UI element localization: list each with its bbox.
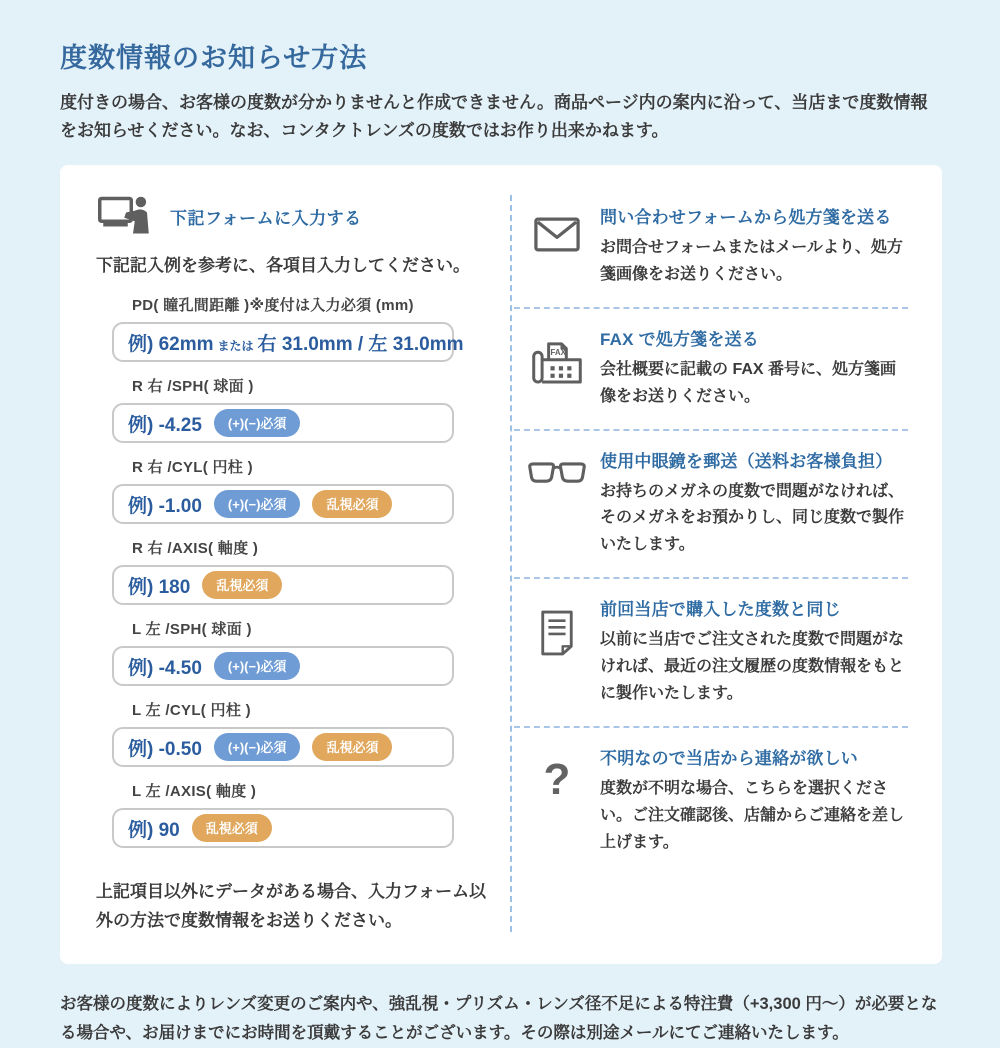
field-example-value: 例) -4.25 — [128, 414, 202, 436]
example-field — [112, 565, 454, 605]
method-body: お持ちのメガネの度数で問題がなければ、そのメガネをお預かりし、同じ度数で製作いたします。 — [600, 482, 905, 554]
field-example-value: 例) 90 — [128, 819, 180, 841]
field-example-value: 例) -1.00 — [128, 495, 202, 517]
form-field-group — [112, 699, 454, 767]
method-body: お問合せフォームまたはメールより、処方箋画像をお送りください。 — [600, 239, 903, 283]
glasses-icon — [527, 461, 587, 485]
field-label: PD( 瞳孔間距離 )※度付は入力必須 (mm) — [132, 297, 414, 315]
intro-text: 度付きの場合、お客様の度数が分かりませんと作成できません。商品ページ内の案内に沿って、当店まで度数情報をお知らせください。なお、コンタクトレンズの度数ではお作り出来かねます。 — [60, 93, 928, 141]
astigmatism-required-badge: 乱視必須 — [192, 814, 272, 842]
svg-text:FAX: FAX — [550, 347, 566, 357]
plus-minus-required-badge: (+)(−)必須 — [214, 652, 301, 680]
plus-minus-required-badge: (+)(−)必須 — [214, 409, 301, 437]
plus-minus-required-badge: (+)(−)必須 — [214, 733, 301, 761]
question-icon: ? — [543, 754, 571, 804]
field-label: R 右 /SPH( 球面 ) — [132, 378, 254, 396]
field-label: L 左 /CYL( 円柱 ) — [132, 702, 251, 720]
example-field — [112, 403, 454, 443]
methods-column — [512, 191, 908, 936]
field-example-value: 例) 62mm または 右 31.0mm / 左 31.0mm — [128, 333, 464, 355]
method-title: 使用中眼鏡を郵送（送料お客様負担） — [600, 451, 893, 471]
form-field-group — [112, 294, 464, 362]
method-title: 前回当店で購入した度数と同じ — [600, 600, 841, 620]
footer-note: お客様の度数によりレンズ変更のご案内や、強乱視・プリズム・レンズ径不足による特注費（+3,300 円〜）が必要となる場合や、お届けまでにお時間を頂戴することがございます。その際は別途メールにてご連絡いたします。 — [60, 994, 938, 1042]
example-field — [112, 808, 454, 848]
form-field-group — [112, 780, 454, 848]
form-field-group — [112, 618, 454, 686]
method-section — [514, 583, 908, 722]
field-label: L 左 /AXIS( 軸度 ) — [132, 783, 257, 801]
method-title: FAX で処方箋を送る — [600, 329, 759, 349]
method-body: 度数が不明な場合、こちらを選択ください。ご注文確認後、店舗からご連絡を差し上げます。 — [600, 779, 905, 851]
method-section — [514, 313, 908, 425]
form-header — [98, 195, 500, 237]
method-title: 不明なので当店から連絡が欲しい — [600, 748, 858, 768]
form-instruction: 下記記入例を参考に、各項目入力してください。 — [96, 256, 470, 276]
presenter-monitor-icon — [98, 195, 154, 237]
method-section — [514, 435, 908, 574]
example-field — [112, 322, 464, 362]
method-title: 問い合わせフォームから処方箋を送る — [600, 208, 892, 228]
field-example-value: 例) -4.50 — [128, 657, 202, 679]
info-card — [60, 165, 942, 964]
section-divider — [514, 577, 908, 579]
field-example-value: 例) 180 — [128, 576, 191, 598]
astigmatism-required-badge: 乱視必須 — [312, 733, 392, 761]
form-field-group — [112, 537, 454, 605]
method-body: 以前に当店でご注文された度数で問題がなければ、最近の注文履歴の度数情報をもとに製作いたします。 — [600, 631, 905, 702]
field-example-value-2: 右 31.0mm / 左 31.0mm — [257, 333, 464, 355]
form-section-title: 下記フォームに入力する — [170, 208, 362, 228]
example-field — [112, 646, 454, 686]
form-fields — [112, 294, 464, 848]
method-body: 会社概要に記載の FAX 番号に、処方箋画像をお送りください。 — [600, 360, 897, 405]
form-field-group — [112, 375, 454, 443]
fax-icon — [530, 339, 584, 386]
field-label: R 右 /AXIS( 軸度 ) — [132, 540, 259, 558]
example-field — [112, 484, 454, 524]
form-column — [96, 191, 500, 936]
form-field-group — [112, 456, 454, 524]
document-icon — [538, 609, 576, 657]
section-divider — [514, 307, 908, 309]
astigmatism-required-badge: 乱視必須 — [312, 490, 392, 518]
field-label: R 右 /CYL( 円柱 ) — [132, 459, 253, 477]
section-divider — [514, 429, 908, 431]
field-label: L 左 /SPH( 球面 ) — [132, 621, 252, 639]
page-title: 度数情報のお知らせ方法 — [60, 43, 368, 73]
envelope-icon — [534, 217, 580, 252]
method-section — [514, 732, 908, 871]
astigmatism-required-badge: 乱視必須 — [202, 571, 282, 599]
field-example-value: 例) -0.50 — [128, 738, 202, 760]
plus-minus-required-badge: (+)(−)必須 — [214, 490, 301, 518]
section-divider — [514, 726, 908, 728]
form-note: 上記項目以外にデータがある場合、入力フォーム以外の方法で度数情報をお送りください。 — [96, 882, 487, 930]
field-example-connector: または — [217, 338, 254, 353]
example-field — [112, 727, 454, 767]
method-section — [514, 191, 908, 303]
